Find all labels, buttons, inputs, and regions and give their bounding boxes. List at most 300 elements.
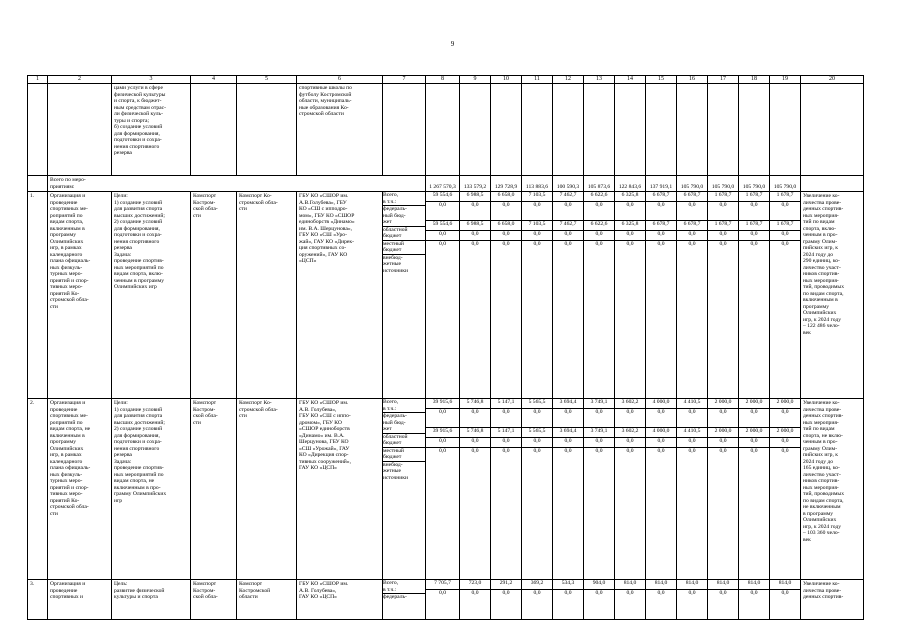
value-row — [426, 241, 459, 280]
funding-value: 0,0 — [719, 448, 727, 454]
funding-value: 6 678,7 — [677, 221, 707, 231]
funding-value: 0,0 — [439, 448, 446, 454]
funding-value: 814,0 — [646, 580, 676, 590]
empty-cell — [677, 84, 708, 176]
funding-value: 7 705,7 — [426, 580, 459, 590]
total-value: 105 790,0 — [739, 176, 770, 192]
year-values — [553, 192, 583, 279]
value-row — [491, 409, 521, 428]
value-row — [426, 221, 459, 231]
total-value: 133 579,2 — [460, 176, 491, 192]
funding-value: 0,0 — [739, 409, 769, 428]
funding-value: 0,0 — [781, 590, 789, 596]
value-row — [646, 448, 676, 487]
funding-value: 0,0 — [646, 409, 676, 428]
year-values — [739, 399, 769, 486]
year-values — [708, 192, 738, 279]
funding-value: 3 749,1 — [584, 428, 614, 438]
value-row — [615, 399, 645, 409]
funding-value: 0,0 — [688, 241, 696, 247]
funding-value: 3 694,4 — [553, 428, 583, 438]
funding-value: 0,0 — [595, 590, 603, 596]
funding-value: 291,2 — [491, 580, 521, 590]
funding-sources — [383, 580, 425, 603]
value-row — [677, 202, 707, 221]
value-row — [584, 409, 614, 428]
funding-source-row — [383, 413, 425, 434]
funding-value: 6 622,6 — [584, 192, 614, 202]
funding-value: 0,0 — [564, 590, 572, 596]
column-number: 7 — [383, 76, 426, 84]
funding-source-label: внебюд- жетные источники — [383, 254, 409, 274]
participants: ГБУ КО «СШОР им. А.В.Голубева», ГБУ КО «СШ с ипподро- мом», ГБУ КО «СШОР единоборств «Динамо» им. В.А. Шерцунова», ГБУ КО «СШ «Уро- жай», ГАУ КО «Дирек- ция спортивных со- оружений», ГАУ КО «ЦСП» — [297, 192, 383, 399]
year-values-cell — [522, 192, 553, 399]
funding-value: 0,0 — [426, 409, 459, 428]
value-row — [553, 428, 583, 438]
year-values — [460, 399, 490, 486]
value-row — [491, 192, 521, 202]
funding-value: 814,0 — [677, 580, 707, 590]
empty-cell — [191, 84, 237, 176]
year-values — [646, 192, 676, 279]
measure-goal: Цели: 1) создание условий для развития спорта высших достижений; 2) создание условий для формирования, подготовки и сохра- нения спортивного резерва Задача: проведение спортив- ных мероприятий по видам спорта, не включенным в про- грамму Олимпийских игр — [112, 399, 191, 580]
year-values — [708, 580, 738, 599]
measure-row — [28, 192, 864, 399]
year-values — [770, 580, 800, 599]
value-row — [770, 241, 800, 280]
value-row — [708, 192, 738, 202]
total-value: 122 843,6 — [615, 176, 646, 192]
year-values — [426, 399, 459, 486]
year-values-cell — [708, 580, 739, 620]
program-table — [27, 75, 864, 620]
continuation-row — [28, 84, 864, 176]
measure-goal: Цели: 1) создание условий для развития спорта высших достижений; 2) создание условий для формирования, подготовки и сохра- нения спортивного резерва Задача: проведение спортив- ных мероприятий по видам спорта, вклю- ченным в программу Олимпийских игр — [112, 192, 191, 399]
funding-source-label: федераль- ный бюд- жет — [383, 206, 425, 227]
year-values — [553, 580, 583, 599]
value-row — [646, 231, 676, 241]
funding-value: 369,2 — [522, 580, 552, 590]
year-values-cell — [553, 192, 584, 399]
value-row — [460, 192, 490, 202]
funding-value: 6 622,6 — [584, 221, 614, 231]
funding-value: 0,0 — [657, 448, 665, 454]
column-number: 16 — [677, 76, 708, 84]
value-row — [708, 590, 738, 600]
year-values-cell — [584, 399, 615, 580]
funding-value: 6 658,0 — [491, 192, 521, 202]
value-row — [426, 580, 459, 590]
value-row — [770, 231, 800, 241]
empty-cell — [28, 84, 48, 176]
value-row — [584, 202, 614, 221]
value-row — [739, 448, 769, 487]
value-row — [584, 221, 614, 231]
year-values — [460, 192, 490, 279]
total-row — [28, 176, 864, 192]
funding-value: 6 988,5 — [460, 221, 490, 231]
value-row — [646, 202, 676, 221]
funding-value: 2 000,0 — [770, 428, 800, 438]
column-number: 15 — [646, 76, 677, 84]
value-row — [677, 438, 707, 448]
year-values — [460, 580, 490, 599]
value-row — [677, 221, 707, 231]
funding-value: 39 915,6 — [426, 428, 459, 438]
value-row — [491, 580, 521, 590]
value-row — [739, 192, 769, 202]
funding-value: 0,0 — [688, 590, 696, 596]
value-row — [615, 590, 645, 600]
value-row — [491, 590, 521, 600]
measure-row — [28, 580, 864, 620]
funding-source-row — [383, 447, 425, 461]
value-row — [708, 448, 738, 487]
funding-source-label: местный бюджет — [383, 447, 425, 461]
funding-value: 6 988,5 — [460, 192, 490, 202]
participants: ГБУ КО «СШОР им. А.В. Голубева», ГАУ КО «ЦСП» — [297, 580, 383, 620]
value-row — [646, 409, 676, 428]
funding-source-row — [383, 461, 425, 500]
funding-value: 0,0 — [646, 202, 676, 221]
funding-value: 0,0 — [677, 438, 707, 448]
funding-value: 0,0 — [460, 202, 490, 221]
value-row — [770, 399, 800, 409]
year-values — [584, 399, 614, 486]
year-values — [739, 192, 769, 279]
value-row — [615, 409, 645, 428]
value-row — [553, 192, 583, 202]
funding-sources-cell — [383, 399, 426, 580]
funding-value: 0,0 — [770, 409, 800, 428]
funding-value: 534,3 — [553, 580, 583, 590]
value-row — [553, 448, 583, 487]
funding-value: 1 678,7 — [708, 192, 738, 202]
year-values — [770, 192, 800, 279]
funding-value: 0,0 — [708, 202, 738, 221]
year-values-cell — [677, 580, 708, 620]
funding-value: 0,0 — [615, 409, 645, 428]
year-values-cell — [460, 192, 491, 399]
expected-result: Увеличение ко- личества прове- денных спортив- ных мероприя- тий по видам спорта, вклю- ченным в про- грамму Олим- пийских игр, к 2024 году до 290 единиц, ко- личество участ- ников спортив- ных мероприя- тий, проводимых по видам спорта, включенным в программу Олимпийских игр, к 2024 году – 122 486 чело- век — [801, 192, 864, 399]
value-row — [615, 428, 645, 438]
value-row — [646, 241, 676, 280]
year-values-cell — [739, 580, 770, 620]
co-executor: Комспорт Костромской области — [237, 580, 297, 620]
value-row — [770, 202, 800, 221]
funding-value: 0,0 — [739, 202, 769, 221]
year-values-cell — [553, 399, 584, 580]
year-values-cell — [770, 192, 801, 399]
funding-value: 0,0 — [502, 590, 510, 596]
year-values-cell — [553, 580, 584, 620]
funding-value: 59 554,6 — [426, 221, 459, 231]
value-row — [522, 241, 552, 280]
funding-value: 0,0 — [739, 438, 769, 448]
year-values-cell — [491, 192, 522, 399]
value-row — [522, 192, 552, 202]
year-values-cell — [615, 399, 646, 580]
funding-value: 0,0 — [426, 438, 459, 448]
year-values-cell — [426, 399, 460, 580]
year-values — [677, 580, 707, 599]
value-row — [491, 428, 521, 438]
year-values — [522, 580, 552, 599]
value-row — [770, 409, 800, 428]
year-values — [615, 580, 645, 599]
funding-value: 1 678,7 — [739, 192, 769, 202]
year-values-cell — [522, 580, 553, 620]
funding-source-label: Всего, в т.ч.: — [383, 580, 425, 594]
year-values-cell — [615, 192, 646, 399]
funding-source-row — [383, 192, 425, 206]
measure-goal: Цель: развитие физической культуры и спорта — [112, 580, 191, 620]
year-values — [615, 192, 645, 279]
value-row — [770, 590, 800, 600]
value-row — [677, 399, 707, 409]
funding-value: 6 325,8 — [615, 192, 645, 202]
column-number: 14 — [615, 76, 646, 84]
row-number: 1. — [28, 192, 48, 399]
funding-value: 0,0 — [677, 231, 707, 241]
value-row — [491, 399, 521, 409]
year-values-cell — [739, 399, 770, 580]
value-row — [553, 438, 583, 448]
value-row — [584, 428, 614, 438]
funding-value: 0,0 — [460, 438, 490, 448]
funding-value: 5 147,1 — [491, 399, 521, 409]
year-values-cell — [522, 399, 553, 580]
value-row — [615, 241, 645, 280]
value-row — [553, 202, 583, 221]
value-row — [584, 241, 614, 280]
value-row — [553, 580, 583, 590]
funding-value: 0,0 — [426, 231, 459, 241]
empty-cell — [491, 84, 522, 176]
value-row — [426, 231, 459, 241]
value-row — [460, 428, 490, 438]
funding-value: 814,0 — [708, 580, 738, 590]
funding-value: 4 410,5 — [677, 428, 707, 438]
funding-value: 2 000,0 — [739, 428, 769, 438]
funding-value: 39 915,6 — [426, 399, 459, 409]
funding-value: 0,0 — [553, 202, 583, 221]
empty-cell — [426, 84, 460, 176]
year-values — [584, 192, 614, 279]
value-row — [584, 399, 614, 409]
year-values-cell — [708, 192, 739, 399]
value-row — [615, 202, 645, 221]
value-row — [522, 231, 552, 241]
column-number: 6 — [297, 76, 383, 84]
value-row — [460, 438, 490, 448]
year-values — [677, 192, 707, 279]
funding-value: 7 103,5 — [522, 221, 552, 231]
funding-sources — [383, 399, 425, 500]
funding-source-row — [383, 226, 425, 240]
value-row — [646, 438, 676, 448]
funding-value: 0,0 — [584, 438, 614, 448]
funding-value: 0,0 — [688, 448, 696, 454]
funding-value: 0,0 — [584, 202, 614, 221]
value-row — [739, 580, 769, 590]
funding-value: 0,0 — [584, 409, 614, 428]
funding-value: 0,0 — [770, 202, 800, 221]
funding-value: 2 000,0 — [708, 428, 738, 438]
value-row — [426, 590, 459, 600]
year-values — [491, 399, 521, 486]
value-row — [522, 399, 552, 409]
funding-value: 0,0 — [533, 241, 541, 247]
funding-source-row — [383, 580, 425, 594]
funding-value: 0,0 — [522, 438, 552, 448]
year-values — [646, 580, 676, 599]
funding-value: 0,0 — [646, 438, 676, 448]
funding-value: 7 462,7 — [553, 221, 583, 231]
empty-cell — [739, 84, 770, 176]
value-row — [491, 438, 521, 448]
value-row — [584, 580, 614, 590]
value-row — [460, 590, 490, 600]
funding-value: 2 000,0 — [739, 399, 769, 409]
value-row — [426, 409, 459, 428]
year-values — [708, 399, 738, 486]
value-row — [426, 192, 459, 202]
year-values — [426, 580, 459, 599]
empty-cell — [383, 84, 426, 176]
funding-value: 4 000,0 — [646, 399, 676, 409]
year-values — [522, 192, 552, 279]
empty-cell — [708, 84, 739, 176]
value-row — [739, 221, 769, 231]
year-values-cell — [491, 399, 522, 580]
value-row — [708, 231, 738, 241]
value-row — [426, 438, 459, 448]
total-value: 105 790,0 — [770, 176, 801, 192]
value-row — [708, 409, 738, 428]
year-values-cell — [770, 399, 801, 580]
funding-value: 6 658,0 — [491, 221, 521, 231]
co-executor: Комспорт Ко- стромской обла- сти — [237, 399, 297, 580]
funding-value: 814,0 — [739, 580, 769, 590]
total-value: 100 590,3 — [553, 176, 584, 192]
funding-value: 0,0 — [471, 590, 479, 596]
header-row — [28, 76, 864, 84]
row-number: 2. — [28, 399, 48, 580]
value-row — [739, 438, 769, 448]
continued-executor-cell: спортивные школы по футболу Костромской области, муниципаль- ные образования Ко- стромской области — [297, 84, 383, 176]
funding-value: 0,0 — [491, 231, 521, 241]
value-row — [739, 409, 769, 428]
value-row — [522, 428, 552, 438]
funding-value: 0,0 — [491, 202, 521, 221]
year-values — [770, 399, 800, 486]
value-row — [615, 438, 645, 448]
funding-value: 0,0 — [533, 590, 541, 596]
funding-source-label: областной бюджет — [383, 226, 425, 240]
funding-value: 5 147,1 — [491, 428, 521, 438]
value-row — [584, 590, 614, 600]
value-row — [646, 590, 676, 600]
total-value: 129 728,9 — [491, 176, 522, 192]
value-row — [460, 202, 490, 221]
year-values — [553, 399, 583, 486]
value-row — [522, 590, 552, 600]
year-values — [677, 399, 707, 486]
funding-value: 0,0 — [677, 202, 707, 221]
funding-value: 0,0 — [615, 202, 645, 221]
value-row — [739, 231, 769, 241]
year-values — [615, 399, 645, 486]
funding-value: 0,0 — [522, 202, 552, 221]
value-row — [615, 192, 645, 202]
funding-source-row — [383, 433, 425, 447]
funding-source-row — [383, 399, 425, 413]
funding-value: 0,0 — [719, 590, 727, 596]
funding-value: 7 462,7 — [553, 192, 583, 202]
funding-value: 0,0 — [626, 590, 634, 596]
funding-source-label: областной бюджет — [383, 433, 425, 447]
empty-cell — [28, 176, 48, 192]
column-number: 3 — [112, 76, 191, 84]
funding-value: 0,0 — [502, 241, 510, 247]
funding-value: 0,0 — [781, 448, 789, 454]
empty-cell — [48, 84, 112, 176]
empty-cell — [801, 176, 864, 192]
value-row — [646, 399, 676, 409]
funding-value: 0,0 — [615, 231, 645, 241]
year-values-cell — [646, 192, 677, 399]
value-row — [522, 202, 552, 221]
year-values-cell — [426, 580, 460, 620]
column-number: 1 — [28, 76, 48, 84]
year-values — [584, 580, 614, 599]
funding-value: 0,0 — [750, 241, 758, 247]
measure-name: Организация и проведение спортивных ме- роприятий по видам спорта, не включенным в программу Олимпийских игр, в рамках календарного плана официаль- ных физкуль- турных меро- приятий и спор- тивных меро- приятий Ко- стромской обла- сти — [48, 399, 112, 580]
funding-value: 0,0 — [708, 409, 738, 428]
column-number: 2 — [48, 76, 112, 84]
funding-source-row — [383, 240, 425, 254]
year-values-cell — [584, 192, 615, 399]
funding-value: 0,0 — [522, 231, 552, 241]
funding-value: 5 746,8 — [460, 428, 490, 438]
value-row — [770, 438, 800, 448]
empty-cell — [615, 84, 646, 176]
funding-value: 6 678,7 — [646, 192, 676, 202]
row-number: 3. — [28, 580, 48, 620]
funding-value: 0,0 — [626, 241, 634, 247]
year-values-cell — [677, 399, 708, 580]
funding-value: 814,0 — [770, 580, 800, 590]
value-row — [708, 241, 738, 280]
column-number: 13 — [584, 76, 615, 84]
funding-source-label: федераль- ный бюд- жет — [383, 413, 425, 434]
value-row — [522, 438, 552, 448]
responsible-executor: Комспорт Костром- ской обла- сти — [191, 192, 237, 399]
year-values — [522, 399, 552, 486]
year-values-cell — [460, 399, 491, 580]
value-row — [460, 231, 490, 241]
value-row — [646, 428, 676, 438]
funding-value: 0,0 — [460, 409, 490, 428]
total-value: 105 790,0 — [677, 176, 708, 192]
empty-cell — [460, 84, 491, 176]
responsible-executor: Комспорт Костром- ской обла- сти — [191, 399, 237, 580]
funding-source-label: Всего, в т.ч.: — [383, 399, 425, 413]
funding-value: 6 678,7 — [646, 221, 676, 231]
value-row — [677, 580, 707, 590]
year-values-cell — [584, 580, 615, 620]
